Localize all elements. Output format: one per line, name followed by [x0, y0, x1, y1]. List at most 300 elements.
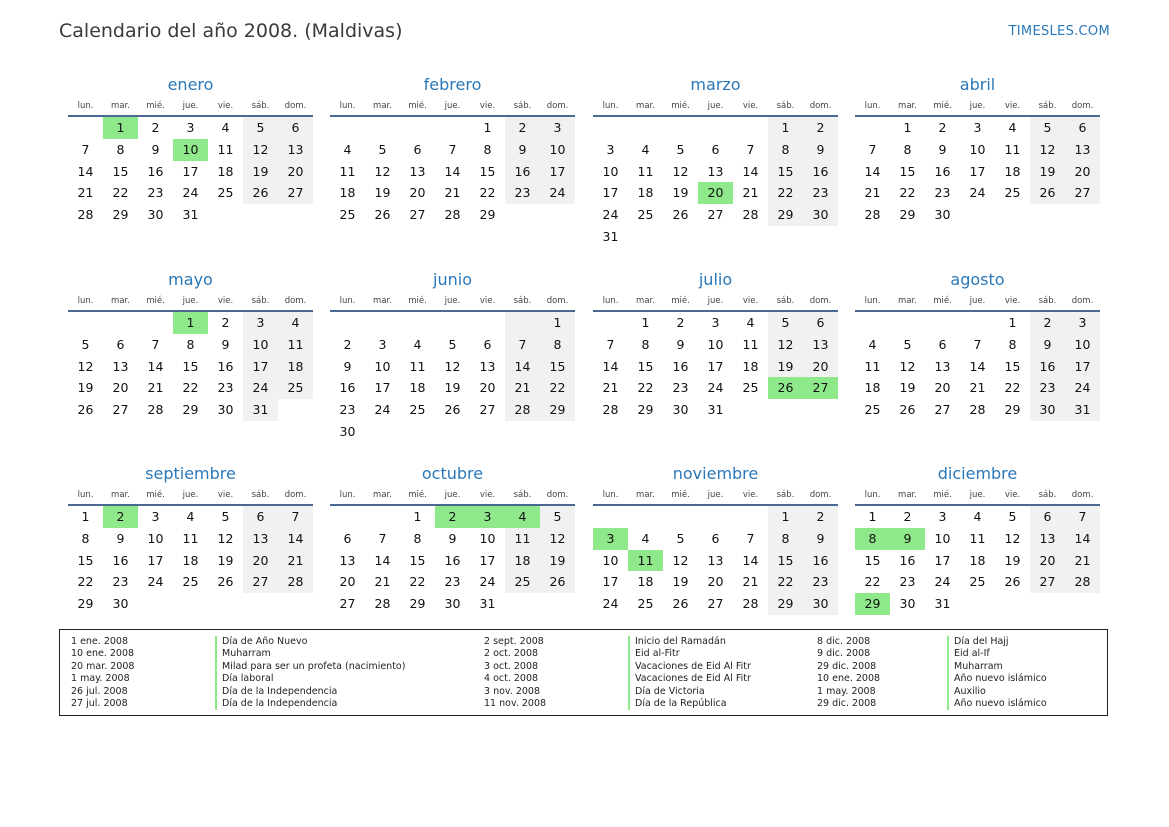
- day-cell: 26: [77, 402, 94, 418]
- weekday-label: jue.: [969, 296, 986, 306]
- weekday-label: vie.: [742, 490, 759, 500]
- day-cell: 6: [1065, 117, 1100, 139]
- month-name: agosto: [950, 270, 1005, 289]
- empty-cell: [243, 204, 278, 226]
- day-cell: 29: [768, 204, 803, 226]
- day-cell: 21: [147, 380, 164, 396]
- day-cell: 23: [112, 574, 129, 590]
- empty-cell: [278, 399, 313, 421]
- day-cell: 8: [1008, 336, 1017, 352]
- day-cell: 20: [1030, 550, 1065, 572]
- day-cell: 28: [374, 596, 391, 612]
- day-cell: 6: [278, 117, 313, 139]
- month-septiembre: [68, 463, 313, 615]
- day-cell: 22: [540, 377, 575, 399]
- weekday-label: jue.: [182, 101, 199, 111]
- day-cell: 28: [444, 207, 461, 223]
- day-cell: 30: [899, 596, 916, 612]
- day-cell: 4: [1008, 120, 1017, 135]
- day-cell: 12: [540, 528, 575, 550]
- month-name: junio: [433, 270, 472, 289]
- day-cell: 22: [112, 185, 129, 201]
- day-cell: 17: [182, 163, 199, 179]
- day-cell: 10: [934, 530, 951, 546]
- empty-cell: [925, 312, 960, 334]
- day-cell: 5: [903, 336, 912, 352]
- day-cell: 19: [899, 380, 916, 396]
- day-cell: 5: [768, 312, 803, 334]
- day-cell: 30: [444, 596, 461, 612]
- day-cell: 19: [77, 380, 94, 396]
- day-cell: 20: [409, 185, 426, 201]
- day-cell: 15: [77, 552, 94, 568]
- empty-cell: [768, 226, 803, 248]
- weekday-label: mié.: [408, 490, 427, 500]
- day-cell: 17: [243, 356, 278, 378]
- day-cell: 15: [479, 163, 496, 179]
- day-cell: 9: [890, 528, 925, 550]
- empty-cell: [68, 312, 103, 334]
- day-cell: 21: [278, 550, 313, 572]
- day-cell: 1: [103, 117, 138, 139]
- day-cell: 11: [339, 163, 356, 179]
- weekday-label: vie.: [479, 490, 496, 500]
- day-cell: 26: [243, 182, 278, 204]
- empty-cell: [803, 226, 838, 248]
- legend-date: 3 oct. 2008: [484, 660, 539, 672]
- day-cell: 21: [602, 380, 619, 396]
- day-grid: [330, 117, 575, 226]
- day-cell: 16: [505, 161, 540, 183]
- weekday-label: jue.: [707, 490, 724, 500]
- empty-cell: [960, 593, 995, 615]
- weekday-label: sáb.: [251, 296, 270, 306]
- empty-cell: [1065, 593, 1100, 615]
- day-cell: 7: [606, 336, 615, 352]
- day-cell: 5: [221, 509, 230, 524]
- day-cell: 12: [1030, 139, 1065, 161]
- day-cell: 20: [243, 550, 278, 572]
- day-cell: 18: [409, 380, 426, 396]
- weekday-label: dom.: [809, 296, 832, 306]
- day-cell: 29: [1004, 402, 1021, 418]
- day-cell: 31: [479, 596, 496, 612]
- weekday-label: jue.: [707, 296, 724, 306]
- day-cell: 24: [540, 182, 575, 204]
- day-cell: 6: [711, 530, 720, 546]
- day-cell: 26: [374, 207, 391, 223]
- day-cell: 25: [969, 574, 986, 590]
- weekday-label: sáb.: [251, 101, 270, 111]
- day-cell: 14: [602, 358, 619, 374]
- day-cell: 7: [1065, 506, 1100, 528]
- day-cell: 8: [768, 528, 803, 550]
- empty-cell: [540, 593, 575, 615]
- day-cell: 21: [1065, 550, 1100, 572]
- empty-cell: [803, 399, 838, 421]
- day-cell: 4: [186, 509, 195, 524]
- empty-cell: [733, 399, 768, 421]
- day-cell: 3: [606, 141, 615, 157]
- day-cell: 17: [540, 161, 575, 183]
- day-cell: 29: [182, 402, 199, 418]
- day-cell: 5: [378, 141, 387, 157]
- day-cell: 9: [343, 358, 352, 374]
- day-grid: [68, 312, 313, 421]
- day-cell: 6: [1030, 506, 1065, 528]
- day-cell: 2: [435, 506, 470, 528]
- weekday-label: vie.: [1004, 101, 1021, 111]
- day-cell: 13: [479, 358, 496, 374]
- weekday-label: jue.: [444, 101, 461, 111]
- day-cell: 25: [505, 571, 540, 593]
- legend-holiday-name: Día de la Independencia: [215, 686, 405, 698]
- day-cell: 27: [707, 596, 724, 612]
- month-mayo: [68, 269, 313, 421]
- weekday-header: [68, 98, 313, 117]
- day-cell: 12: [243, 139, 278, 161]
- day-cell: 10: [374, 358, 391, 374]
- day-cell: 21: [444, 185, 461, 201]
- weekday-label: mar.: [373, 101, 392, 111]
- day-cell: 19: [374, 185, 391, 201]
- day-cell: 29: [409, 596, 426, 612]
- empty-cell: [628, 226, 663, 248]
- day-cell: 8: [116, 141, 125, 157]
- day-cell: 2: [803, 117, 838, 139]
- day-cell: 21: [742, 574, 759, 590]
- month-name: febrero: [423, 75, 482, 94]
- brand-link[interactable]: TIMESLES.COM: [1008, 24, 1110, 39]
- day-cell: 6: [116, 336, 125, 352]
- month-name: octubre: [421, 464, 484, 483]
- empty-cell: [365, 117, 400, 139]
- weekday-label: lun.: [864, 296, 881, 306]
- day-cell: 3: [540, 117, 575, 139]
- legend-date: 3 nov. 2008: [484, 685, 540, 697]
- empty-cell: [365, 312, 400, 334]
- day-cell: 25: [637, 207, 654, 223]
- day-cell: 18: [278, 356, 313, 378]
- month-name: enero: [167, 75, 214, 94]
- day-cell: 27: [1065, 182, 1100, 204]
- day-cell: 30: [803, 204, 838, 226]
- legend-holiday-name: Día laboral: [215, 673, 405, 685]
- day-cell: 28: [742, 596, 759, 612]
- day-grid: [593, 312, 838, 421]
- weekday-label: mié.: [671, 490, 690, 500]
- day-grid: [855, 117, 1100, 226]
- weekday-label: sáb.: [251, 490, 270, 500]
- day-cell: 19: [217, 552, 234, 568]
- day-cell: 27: [934, 402, 951, 418]
- day-cell: 24: [243, 377, 278, 399]
- empty-cell: [208, 204, 243, 226]
- legend-holiday-name: Día de la República: [628, 698, 751, 710]
- day-cell: 12: [217, 530, 234, 546]
- weekday-label: dom.: [284, 101, 307, 111]
- day-cell: 2: [151, 120, 160, 135]
- day-cell: 16: [672, 358, 689, 374]
- day-cell: 26: [444, 402, 461, 418]
- day-cell: 12: [1004, 530, 1021, 546]
- legend-dates: [817, 636, 880, 710]
- day-cell: 23: [217, 380, 234, 396]
- weekday-label: dom.: [809, 490, 832, 500]
- day-cell: 3: [711, 315, 720, 330]
- empty-cell: [663, 117, 698, 139]
- day-cell: 13: [707, 163, 724, 179]
- day-cell: 14: [147, 358, 164, 374]
- day-cell: 30: [672, 402, 689, 418]
- day-cell: 13: [934, 358, 951, 374]
- month-enero: [68, 74, 313, 226]
- day-cell: 8: [903, 141, 912, 157]
- day-cell: 2: [343, 336, 352, 352]
- day-cell: 9: [116, 530, 125, 546]
- month-noviembre: [593, 463, 838, 615]
- day-cell: 14: [969, 358, 986, 374]
- day-cell: 6: [483, 336, 492, 352]
- day-cell: 4: [868, 336, 877, 352]
- day-cell: 17: [602, 574, 619, 590]
- day-grid: [68, 117, 313, 226]
- day-cell: 22: [479, 185, 496, 201]
- day-cell: 28: [742, 207, 759, 223]
- day-cell: 15: [768, 161, 803, 183]
- day-cell: 9: [803, 528, 838, 550]
- day-cell: 28: [278, 571, 313, 593]
- weekday-label: vie.: [217, 490, 234, 500]
- day-cell: 7: [505, 334, 540, 356]
- weekday-label: lun.: [339, 101, 356, 111]
- day-cell: 30: [803, 593, 838, 615]
- day-cell: 4: [221, 120, 230, 135]
- day-cell: 29: [637, 402, 654, 418]
- weekday-label: dom.: [1071, 101, 1094, 111]
- day-cell: 11: [628, 550, 663, 572]
- legend-date: 26 jul. 2008: [71, 685, 128, 697]
- weekday-label: lun.: [339, 490, 356, 500]
- weekday-label: mar.: [636, 490, 655, 500]
- day-cell: 26: [540, 571, 575, 593]
- day-cell: 2: [221, 315, 230, 330]
- day-cell: 11: [742, 336, 759, 352]
- empty-cell: [138, 312, 173, 334]
- day-cell: 26: [899, 402, 916, 418]
- day-cell: 23: [899, 574, 916, 590]
- day-cell: 30: [217, 402, 234, 418]
- empty-cell: [365, 506, 400, 528]
- day-cell: 20: [934, 380, 951, 396]
- day-cell: 25: [864, 402, 881, 418]
- legend-holiday-name: Día del Hajj: [947, 636, 1047, 648]
- day-cell: 23: [505, 182, 540, 204]
- legend-date: 1 ene. 2008: [71, 636, 128, 647]
- day-cell: 7: [278, 506, 313, 528]
- day-cell: 10: [1065, 334, 1100, 356]
- day-cell: 18: [182, 552, 199, 568]
- day-cell: 31: [707, 402, 724, 418]
- day-cell: 13: [707, 552, 724, 568]
- legend-holiday-name: Eid al-Fitr: [628, 648, 751, 660]
- day-cell: 5: [448, 336, 457, 352]
- day-cell: 4: [278, 312, 313, 334]
- weekday-label: mié.: [146, 296, 165, 306]
- day-cell: 6: [343, 530, 352, 546]
- day-cell: 18: [505, 550, 540, 572]
- day-cell: 24: [602, 207, 619, 223]
- day-cell: 1: [768, 506, 803, 528]
- day-cell: 25: [742, 380, 759, 396]
- day-cell: 7: [868, 141, 877, 157]
- day-cell: 22: [768, 182, 803, 204]
- month-agosto: [855, 269, 1100, 421]
- day-cell: 30: [1030, 399, 1065, 421]
- day-grid: [68, 506, 313, 615]
- empty-cell: [330, 506, 365, 528]
- empty-cell: [330, 117, 365, 139]
- empty-cell: [138, 593, 173, 615]
- day-cell: 24: [479, 574, 496, 590]
- day-cell: 24: [1065, 377, 1100, 399]
- day-cell: 27: [409, 207, 426, 223]
- empty-cell: [733, 117, 768, 139]
- day-cell: 16: [339, 380, 356, 396]
- day-cell: 13: [112, 358, 129, 374]
- day-cell: 27: [1030, 571, 1065, 593]
- day-cell: 22: [77, 574, 94, 590]
- weekday-label: jue.: [707, 101, 724, 111]
- weekday-label: mié.: [933, 490, 952, 500]
- day-cell: 19: [444, 380, 461, 396]
- day-cell: 24: [707, 380, 724, 396]
- legend-holiday-name: Día de Victoria: [628, 686, 751, 698]
- legend-date: 1 may. 2008: [71, 673, 130, 685]
- weekday-label: mar.: [898, 101, 917, 111]
- empty-cell: [698, 117, 733, 139]
- empty-cell: [663, 226, 698, 248]
- weekday-label: vie.: [1004, 296, 1021, 306]
- day-cell: 14: [278, 528, 313, 550]
- weekday-label: sáb.: [776, 101, 795, 111]
- weekday-label: sáb.: [776, 490, 795, 500]
- day-cell: 16: [112, 552, 129, 568]
- day-cell: 22: [637, 380, 654, 396]
- day-cell: 28: [1065, 571, 1100, 593]
- day-cell: 21: [77, 185, 94, 201]
- legend-holiday-name: Día de la Independencia: [215, 698, 405, 710]
- day-cell: 20: [278, 161, 313, 183]
- day-cell: 19: [672, 185, 689, 201]
- day-cell: 14: [864, 163, 881, 179]
- weekday-header: [593, 487, 838, 506]
- month-diciembre: [855, 463, 1100, 615]
- legend-date: 20 mar. 2008: [71, 660, 135, 672]
- empty-cell: [855, 117, 890, 139]
- empty-cell: [400, 117, 435, 139]
- day-cell: 5: [1008, 509, 1017, 524]
- day-cell: 16: [899, 552, 916, 568]
- day-cell: 24: [934, 574, 951, 590]
- weekday-label: jue.: [444, 296, 461, 306]
- legend-date: 29 dic. 2008: [817, 660, 877, 672]
- day-cell: 9: [505, 139, 540, 161]
- day-cell: 23: [339, 402, 356, 418]
- day-cell: 31: [182, 207, 199, 223]
- day-cell: 14: [444, 163, 461, 179]
- weekday-label: lun.: [602, 490, 619, 500]
- day-cell: 21: [969, 380, 986, 396]
- day-cell: 29: [112, 207, 129, 223]
- empty-cell: [365, 421, 400, 443]
- day-cell: 6: [803, 312, 838, 334]
- day-cell: 8: [855, 528, 890, 550]
- day-cell: 5: [676, 141, 685, 157]
- day-cell: 30: [339, 423, 356, 439]
- day-cell: 18: [864, 380, 881, 396]
- day-cell: 13: [1065, 139, 1100, 161]
- day-cell: 31: [243, 399, 278, 421]
- empty-cell: [733, 226, 768, 248]
- day-cell: 30: [112, 596, 129, 612]
- legend-holiday-name: Vacaciones de Eid Al Fitr: [628, 661, 751, 673]
- day-cell: 10: [969, 141, 986, 157]
- day-cell: 27: [112, 402, 129, 418]
- day-cell: 8: [483, 141, 492, 157]
- weekday-label: dom.: [546, 101, 569, 111]
- day-cell: 9: [448, 530, 457, 546]
- day-cell: 8: [641, 336, 650, 352]
- empty-cell: [663, 506, 698, 528]
- day-grid: [593, 506, 838, 615]
- day-cell: 18: [742, 358, 759, 374]
- day-cell: 15: [637, 358, 654, 374]
- day-grid: [855, 312, 1100, 421]
- day-cell: 16: [147, 163, 164, 179]
- weekday-label: jue.: [182, 296, 199, 306]
- empty-cell: [698, 506, 733, 528]
- day-cell: 23: [1030, 377, 1065, 399]
- day-cell: 17: [934, 552, 951, 568]
- day-cell: 2: [803, 506, 838, 528]
- day-cell: 18: [969, 552, 986, 568]
- day-cell: 1: [540, 312, 575, 334]
- weekday-label: vie.: [1004, 490, 1021, 500]
- empty-cell: [400, 421, 435, 443]
- weekday-label: sáb.: [513, 101, 532, 111]
- day-cell: 2: [103, 506, 138, 528]
- empty-cell: [208, 593, 243, 615]
- legend-date: 2 sept. 2008: [484, 636, 544, 647]
- day-cell: 3: [1065, 312, 1100, 334]
- day-cell: 7: [81, 141, 90, 157]
- day-cell: 9: [676, 336, 685, 352]
- weekday-label: mié.: [933, 101, 952, 111]
- day-cell: 23: [803, 571, 838, 593]
- day-cell: 29: [899, 207, 916, 223]
- day-cell: 24: [182, 185, 199, 201]
- day-cell: 13: [409, 163, 426, 179]
- day-cell: 7: [746, 141, 755, 157]
- day-cell: 29: [479, 207, 496, 223]
- month-name: septiembre: [145, 464, 236, 483]
- empty-cell: [400, 312, 435, 334]
- day-cell: 27: [479, 402, 496, 418]
- day-cell: 29: [77, 596, 94, 612]
- weekday-header: [593, 293, 838, 312]
- day-cell: 11: [969, 530, 986, 546]
